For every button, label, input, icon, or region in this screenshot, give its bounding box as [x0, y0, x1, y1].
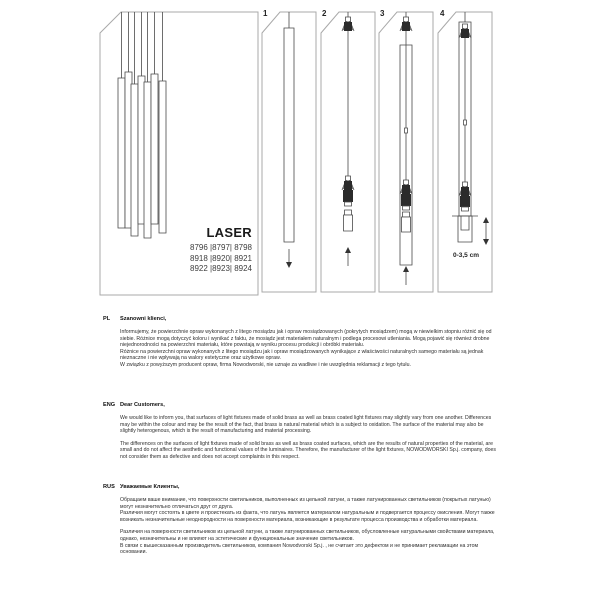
notice-eng — [103, 402, 497, 461]
cable-crimp-mark — [405, 128, 408, 133]
language-label-eng: ENG — [103, 402, 116, 408]
step1-tube — [284, 28, 294, 242]
notice-rus-paragraph: В связи с вышесказанным производитель светильников, компания Nowodvorski Sp.j. , не считает это дефектом и не принимает рекламации на этом основании. — [120, 542, 479, 556]
notice-rus-paragraph: Обращаем ваше внимание, что поверхности светильников, выполненных из цельной латуни, а также латунированных светильников (покрытых латунью) могут незначительно отличаться друг от друга. — [120, 497, 491, 510]
lamp-socket-icon — [402, 212, 411, 232]
notice-rus-content — [120, 484, 497, 556]
notice-eng-heading: Dear Customers, — [120, 402, 165, 408]
adjust-range-label: 0-3,5 cm — [452, 252, 480, 259]
product-identification — [100, 226, 252, 275]
step2-number: 2 — [322, 9, 327, 18]
notice-pl-paragraph: W związku z powyższym producent opraw, firma Nowodworski, nie uznaje za wadliwe i nie uwzględnia reklamacji z tego tytułu. — [120, 361, 411, 368]
lamp-socket-icon — [344, 210, 353, 231]
notice-eng-paragraph: We would like to inform you, that surfaces of light fixtures made of solid brass as well as brass coated light fixtures may slightly vary from one another. Differences may be within the colour and may be the result of the fact, that brass is natural material which is a subject to oxidation. The surface of the material may also be slightly heterogenous, which is the result of manufacturing and material processing. — [120, 415, 492, 435]
notice-pl-paragraph: Różnice na powierzchni opraw wykonanych z litego mosiądzu jak i opraw mosiądzowanych wynikające z właściwości naturalnych samego materiału są jednak nieznaczne i nie wpływają na walory estetyczne oraz użytkowe opraw. — [120, 348, 484, 362]
notice-rus-paragraph: Различия на поверхности светильников из цельной латуни, а также латунированных светильников, обусловленные натуральными свойствами материала, однако, незначительны и не влияют на эстетические и функциональные значение светильников. — [120, 529, 495, 542]
model-numbers-line: 8796 |8797| 8798 — [190, 243, 252, 252]
product-name: LASER — [206, 225, 252, 240]
pendant-tubes — [118, 72, 166, 238]
language-label-rus: RUS — [103, 484, 115, 490]
step4-number: 4 — [440, 9, 445, 18]
notice-pl-heading: Szanowni klienci, — [120, 316, 167, 322]
language-label-pl: PL — [103, 316, 111, 322]
notice-rus-paragraph: Различия могут состоять в цвете и проистекать из факта, что латунь является материалом натуральным и подвергается процессу окисления. Могут также возникать незначительные неоднородности на поверхности материала, возникающие в результате процесса производства и обработки материала. — [120, 510, 495, 523]
notice-pl — [103, 316, 497, 369]
model-numbers-line: 8922 |8923| 8924 — [190, 264, 252, 273]
step1-number: 1 — [263, 9, 268, 18]
step1-drawing — [284, 12, 294, 268]
cable-crimp-mark — [464, 120, 467, 125]
step3-number: 3 — [380, 9, 385, 18]
notice-pl-paragraph: Informujemy, że powierzchnie opraw wykonanych z litego mosiądzu jak i opraw mosiądzowanych (pokrytych mosiądzem) mogą w niewielkim stopniu różnić się od siebie. Różnice mogą dotyczyć koloru i wynikać z faktu, że mosiądz jest materiałem naturalnym i podlega procesowi utleniania. Mogą pojawić się również drobne niejednorodności na powierzchni materiału, które powstają w wyniku procesu produkcji i obróbki materiału. — [120, 329, 492, 349]
notice-eng-content — [120, 402, 497, 461]
notice-pl-content — [120, 316, 497, 369]
notice-rus — [103, 484, 497, 556]
notice-rus-heading: Уважаемые Клиенты, — [120, 484, 180, 490]
notice-eng-paragraph: The differences on the surfaces of light fixtures made of solid brass as well as brass coated surfaces, which are the results of natural properties of the material, are small and do not affect the aesthetic and functional values of the luminaires. Therefore, the manufacturer of the light fixtures, NOWODWORSKI Sp.j. company, does not consider them as defective and does not accept complaints in this respect. — [120, 440, 496, 460]
model-numbers-line: 8918 |8920| 8921 — [190, 253, 252, 263]
